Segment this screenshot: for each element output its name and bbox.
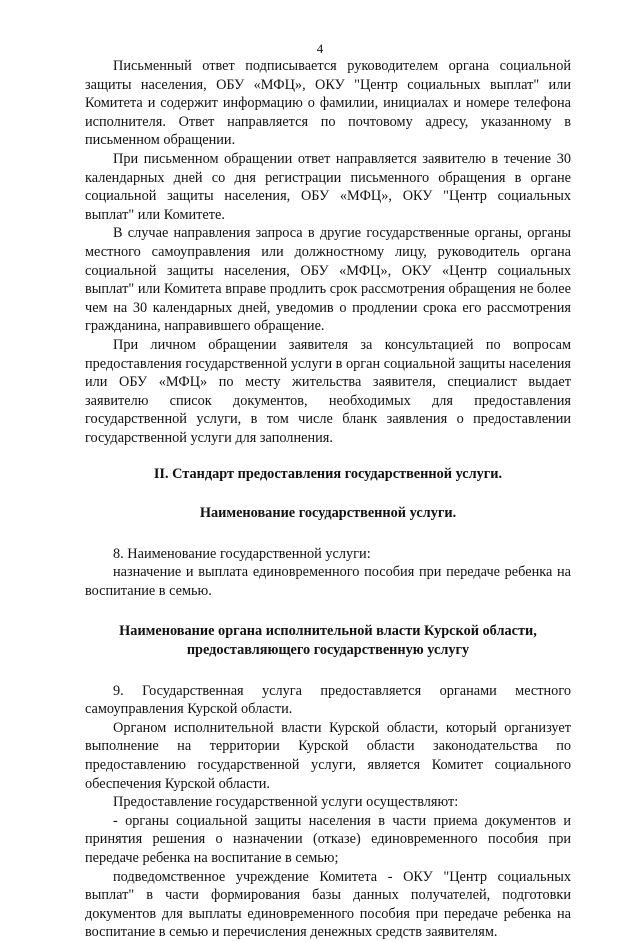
paragraph-authority: Органом исполнительной власти Курской области, который организует выполнение на территории Курской области законодательства по предоставлению государственной услуги, является Комитет социального обеспечения Курской области.	[85, 719, 571, 792]
subheading-service-name: Наименование государственной услуги.	[199, 505, 457, 522]
subheading-authority-line-2: предоставляющего государственную услугу	[186, 642, 470, 659]
paragraph-personal-visit: При личном обращении заявителя за консультацией по вопросам предоставления государственной услуги в орган социальной защиты населения или ОБУ «МФЦ» по месту жительства заявителя, специалист выдает заявителю список документов, необходимых для предоставления государственной услуги, в том числе бланк заявления о предоставлении государственной услуги для заполнения.	[85, 336, 571, 446]
paragraph-request-extension: В случае направления запроса в другие государственные органы, органы местного самоуправления или должностному лицу, руководитель органа социальной защиты населения, ОБУ «МФЦ», ОКУ «Центр социальных выплат" или Комитета вправе продлить срок рассмотрения обращения не более чем на 30 календарных дней, уведомив о продлении срока его рассмотрения гражданина, направившего обращение.	[85, 225, 571, 335]
page-number: 4	[316, 41, 324, 56]
section-heading: II. Стандарт предоставления государственной услуги.	[153, 466, 503, 483]
subheading-authority	[85, 622, 571, 659]
paragraph-written-answer: Письменный ответ подписывается руководителем органа социальной защиты населения, ОБУ «МФЦ», ОКУ "Центр социальных выплат" или Комитета и содержит информацию о фамилии, инициалах и номере телефона исполнителя. Ответ направляется по почтовому адресу, указанному в письменном обращении.	[85, 58, 571, 149]
item-9-text: 9. Государственная услуга предоставляется органами местного самоуправления Курской области.	[85, 682, 571, 718]
item-8-text: назначение и выплата единовременного пособия при передаче ребенка на воспитание в семью.	[85, 564, 571, 599]
subheading-authority-line-1: Наименование органа исполнительной власти Курской области,	[119, 623, 537, 640]
paragraph-written-request: При письменном обращении ответ направляется заявителю в течение 30 календарных дней со дня регистрации письменного обращения в органе социальной защиты населения, ОБУ «МФЦ», ОКУ "Центр социальных выплат" или Комитете.	[85, 150, 571, 223]
document-body	[85, 57, 571, 942]
item-8-title: 8. Наименование государственной услуги:	[113, 545, 371, 562]
paragraph-provision-intro: Предоставление государственной услуги осуществляют:	[113, 794, 459, 811]
provision-item-center: подведомственное учреждение Комитета - ОКУ "Центр социальных выплат" в части формирования базы данных получателей, подготовки документов для выплаты единовременного пособия при передаче ребенка на воспитание в семью и перечисления денежных средств заявителям.	[85, 868, 571, 941]
provision-item-social: - органы социальной защиты населения в части приема документов и принятия решения о назначении (отказе) единовременного пособия при передаче ребенка на воспитание в семью;	[85, 812, 571, 866]
